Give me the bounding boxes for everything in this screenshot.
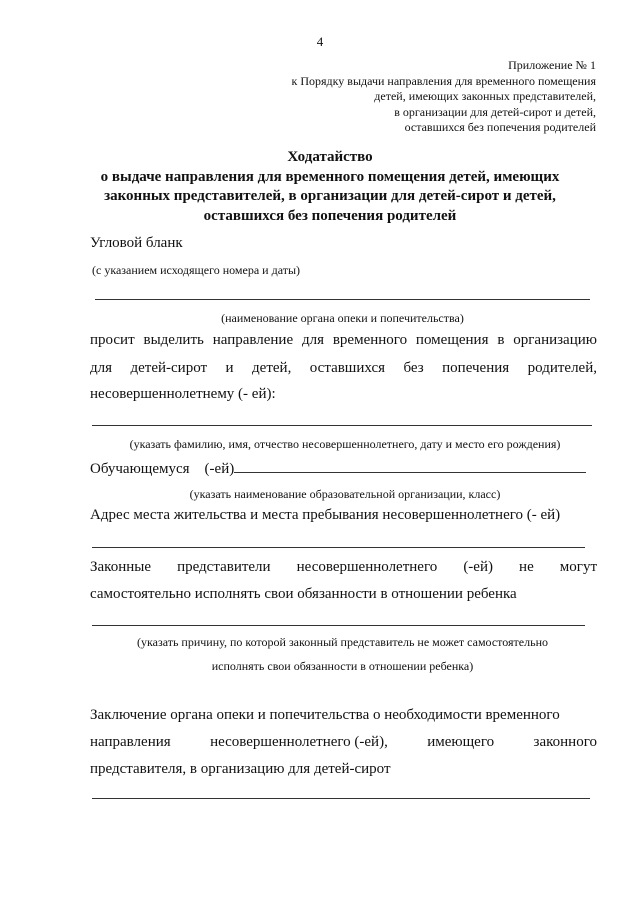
word: в — [497, 332, 505, 348]
request-line-3: несовершеннолетнему (- ей): — [90, 386, 276, 402]
address-label: Адрес места жительства и места пребывания несовершеннолетнего (- ей) — [90, 507, 561, 523]
authority-caption: (наименование органа опеки и попечительства) — [221, 311, 464, 325]
conclusion-line-1: Заключение органа опеки и попечительства о необходимости временного — [90, 707, 560, 723]
word: представители — [177, 559, 271, 575]
request-line-2 — [90, 360, 597, 377]
word: организацию — [513, 332, 597, 348]
authority-input-line[interactable] — [95, 299, 590, 300]
student-row — [90, 458, 586, 478]
appendix-line: в организации для детей-сирот и детей, — [394, 104, 596, 119]
school-input-line[interactable] — [234, 458, 586, 473]
appendix-header — [292, 58, 596, 136]
conclusion-input-line[interactable] — [92, 798, 590, 799]
document-title — [60, 148, 600, 226]
word: попечения — [442, 360, 510, 376]
word: временного — [332, 332, 408, 348]
representatives-line-2: самостоятельно исполнять свои обязанности в отношении ребенка — [90, 586, 517, 602]
word: оставшихся — [309, 360, 386, 376]
word: Законные — [90, 559, 151, 575]
word: помещения — [415, 332, 489, 348]
word: не — [519, 559, 534, 575]
request-line-1 — [90, 332, 597, 349]
word: детей, — [252, 360, 292, 376]
conclusion-line-2 — [90, 734, 597, 751]
child-caption: (указать фамилию, имя, отчество несовершеннолетнего, дату и место его рождения) — [129, 437, 561, 451]
word: родителей, — [527, 360, 597, 376]
address-input-line[interactable] — [92, 547, 585, 548]
reason-caption-1: (указать причину, по которой законный представитель не может самостоятельно — [136, 635, 549, 649]
corner-blank-label: Угловой бланк — [90, 235, 183, 251]
title-line: законных представителей, в организации для детей-сирот и детей, — [104, 188, 556, 204]
word: просит — [90, 332, 135, 348]
word: направления — [90, 734, 171, 750]
student-label: Обучающемуся (-ей) — [90, 461, 235, 477]
word: и — [225, 360, 234, 376]
word: имеющего — [427, 734, 495, 750]
page-number: 4 — [316, 34, 324, 49]
word: (-ей) — [463, 559, 493, 575]
title-line: Ходатайство — [287, 149, 373, 165]
corner-blank-note: (с указанием исходящего номера и даты) — [92, 263, 301, 277]
child-input-line[interactable] — [92, 425, 592, 426]
school-caption: (указать наименование образовательной организации, класс) — [189, 487, 501, 501]
title-line: о выдаче направления для временного помещения детей, имеющих — [100, 168, 560, 185]
title-line: оставшихся без попечения родителей — [203, 207, 457, 224]
word: без — [403, 360, 424, 376]
reason-input-line[interactable] — [92, 625, 585, 626]
word: для — [90, 360, 113, 376]
conclusion-line-3: представителя, в организацию для детей-сирот — [90, 761, 391, 777]
word: могут — [559, 559, 597, 575]
word: детей-сирот — [130, 360, 208, 376]
word: несовершеннолетнего (-ей), — [210, 734, 388, 750]
word: несовершеннолетнего — [296, 559, 438, 575]
appendix-line: оставшихся без попечения родителей — [404, 120, 596, 134]
appendix-line: Приложение № 1 — [508, 58, 596, 72]
appendix-line: к Порядку выдачи направления для временного помещения — [291, 73, 596, 88]
word: для — [301, 332, 324, 348]
reason-caption-2: исполнять свои обязанности в отношении ребенка) — [211, 659, 474, 673]
word: выделить — [143, 332, 204, 348]
word: законного — [533, 734, 597, 750]
appendix-line: детей, имеющих законных представителей, — [374, 89, 596, 103]
word: направление — [212, 332, 294, 348]
representatives-line-1 — [90, 559, 597, 576]
